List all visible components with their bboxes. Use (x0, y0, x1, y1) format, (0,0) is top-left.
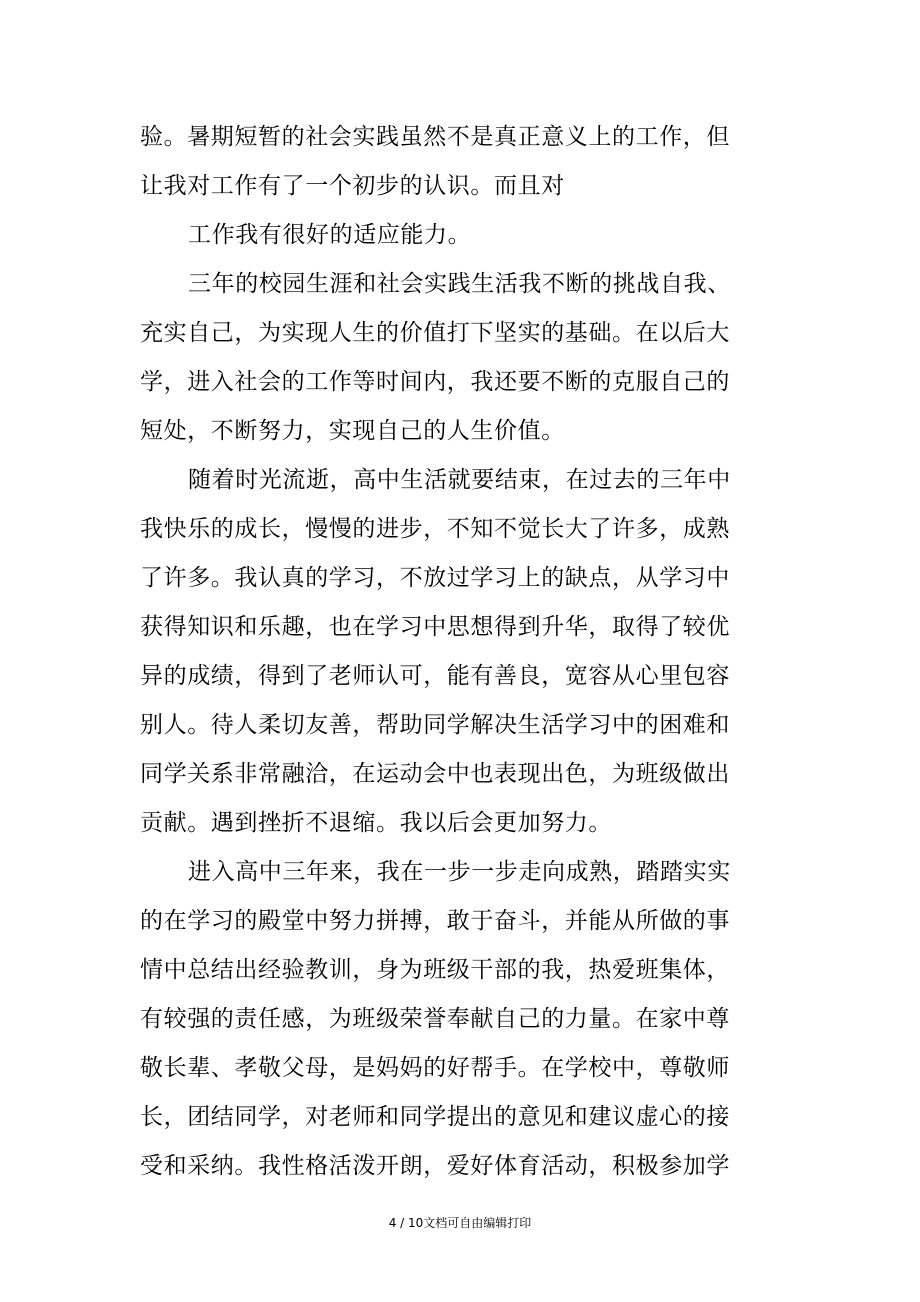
text-line: 让我对工作有了一个初步的认识。而且对 (140, 173, 565, 199)
text-line: 我快乐的成长，慢慢的进步，不知不觉长大了许多，成熟 (140, 516, 730, 542)
text-line: 别人。待人柔切友善，帮助同学解决生活学习中的困难和 (140, 712, 730, 738)
text-line: 工作我有很好的适应能力。 (188, 222, 472, 248)
text-line: 短处，不断努力，实现自己的人生价值。 (140, 418, 565, 444)
text-line: 随着时光流逝，高中生活就要结束，在过去的三年中 (188, 467, 731, 493)
text-line: 学，进入社会的工作等时间内，我还要不断的克服自己的 (140, 369, 730, 395)
text-line: 验。暑期短暂的社会实践虽然不是真正意义上的工作，但 (140, 124, 730, 150)
text-line: 长，团结同学，对老师和同学提出的意见和建议虚心的接 (140, 1104, 730, 1130)
text-line: 充实自己，为实现人生的价值打下坚实的基础。在以后大 (140, 320, 730, 346)
text-line: 异的成绩，得到了老师认可，能有善良，宽容从心里包容 (140, 663, 730, 689)
text-line: 有较强的责任感，为班级荣誉奉献自己的力量。在家中尊 (140, 1006, 730, 1032)
text-line: 受和采纳。我性格活泼开朗，爱好体育活动，积极参加学 (140, 1153, 730, 1179)
text-line: 进入高中三年来，我在一步一步走向成熟，踏踏实实 (188, 859, 731, 885)
text-line: 获得知识和乐趣，也在学习中思想得到升华，取得了较优 (140, 614, 730, 640)
page-footer: 4 / 10文档可自由编辑打印 (388, 1216, 532, 1230)
text-line: 同学关系非常融洽，在运动会中也表现出色，为班级做出 (140, 761, 730, 787)
text-line: 贡献。遇到挫折不退缩。我以后会更加努力。 (140, 810, 612, 836)
text-line: 情中总结出经验教训，身为班级干部的我，热爱班集体， (140, 957, 730, 983)
text-line: 了许多。我认真的学习，不放过学习上的缺点，从学习中 (140, 565, 730, 591)
text-line: 敬长辈、孝敬父母，是妈妈的好帮手。在学校中，尊敬师 (140, 1055, 730, 1081)
text-line: 的在学习的殿堂中努力拼搏，敢于奋斗，并能从所做的事 (140, 908, 730, 934)
text-line: 三年的校园生涯和社会实践生活我不断的挑战自我、 (188, 271, 731, 297)
